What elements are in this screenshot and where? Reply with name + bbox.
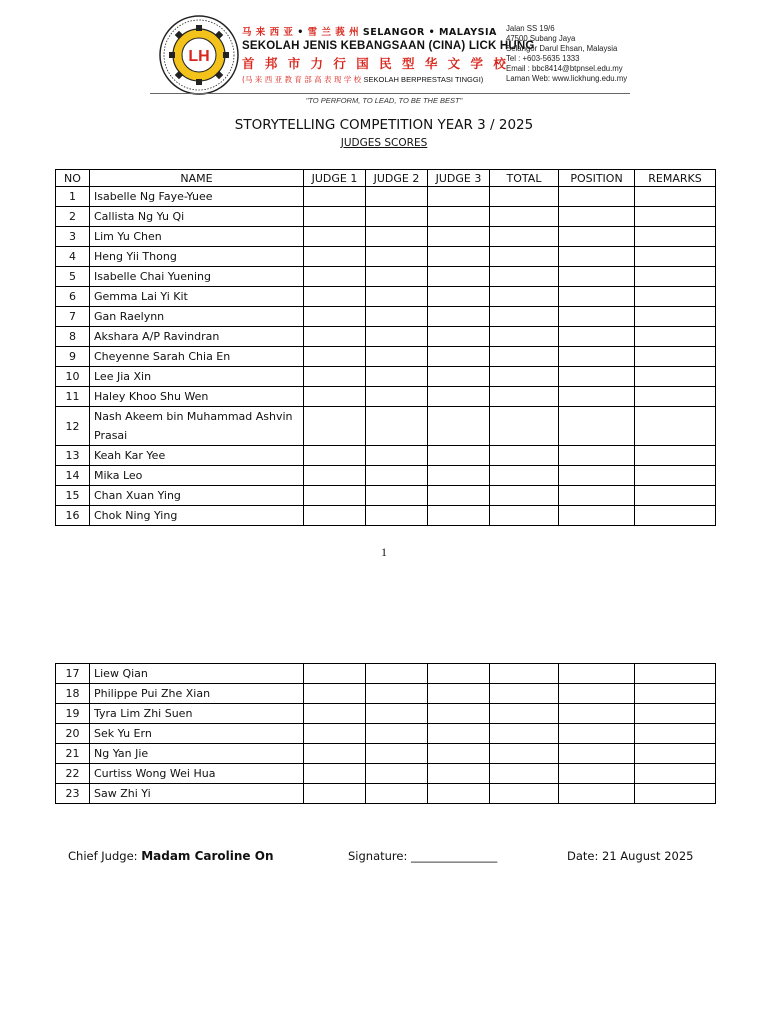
table-row (56, 664, 716, 684)
remarks-cell (635, 407, 716, 446)
header-total: TOTAL (490, 170, 559, 187)
judge-1-score (304, 267, 366, 287)
position-cell (559, 764, 635, 784)
judge-2-score (366, 704, 428, 724)
position-cell (559, 327, 635, 347)
position-cell (559, 207, 635, 227)
total-score (490, 307, 559, 327)
position-cell (559, 704, 635, 724)
state-cn: 雪 兰 莪 州 (307, 27, 360, 38)
judge-3-score (428, 446, 490, 466)
position-cell (559, 724, 635, 744)
total-score (490, 267, 559, 287)
student-name: Mika Leo (90, 466, 304, 486)
total-score (490, 704, 559, 724)
signature (348, 849, 497, 863)
judge-2-score (366, 347, 428, 367)
student-name: Nash Akeem bin Muhammad Ashvin Prasai (90, 407, 304, 446)
judge-1-score (304, 466, 366, 486)
school-status-line (242, 74, 502, 85)
row-number: 1 (56, 187, 90, 207)
total-score (490, 187, 559, 207)
email-line: Email : bbc8414@btpnsel.edu.my (506, 64, 623, 73)
judge-2-score (366, 407, 428, 446)
school-address (506, 24, 627, 84)
total-score (490, 367, 559, 387)
remarks-cell (635, 744, 716, 764)
judge-2-score (366, 784, 428, 804)
school-name-en: SEKOLAH JENIS KEBANGSAAN (CINA) LICK HUNG (242, 40, 535, 52)
student-name: Saw Zhi Yi (90, 784, 304, 804)
position-cell (559, 187, 635, 207)
judge-1-score (304, 307, 366, 327)
table-row (56, 704, 716, 724)
judge-1-score (304, 724, 366, 744)
judge-3-score (428, 267, 490, 287)
remarks-cell (635, 664, 716, 684)
remarks-cell (635, 724, 716, 744)
header-name: NAME (90, 170, 304, 187)
judge-2-score (366, 227, 428, 247)
judge-1-score (304, 347, 366, 367)
judge-3-score (428, 367, 490, 387)
remarks-cell (635, 307, 716, 327)
judge-3-score (428, 227, 490, 247)
total-score (490, 466, 559, 486)
address-line: Selangor Darul Ehsan, Malaysia (506, 44, 618, 53)
judge-2-score (366, 247, 428, 267)
table-row (56, 287, 716, 307)
country-line: 马 来 西 亚 • 雪 兰 莪 州 SELANGOR • MALAYSIA (242, 27, 497, 38)
judge-3-score (428, 684, 490, 704)
table-header-row (56, 170, 716, 187)
judge-2-score (366, 307, 428, 327)
scores-table-page-1 (55, 169, 716, 526)
judge-3-score (428, 704, 490, 724)
judge-2-score (366, 764, 428, 784)
document-title: STORYTELLING COMPETITION YEAR 3 / 2025 (234, 117, 534, 133)
table-row (56, 446, 716, 466)
judge-2-score (366, 684, 428, 704)
student-name: Akshara A/P Ravindran (90, 327, 304, 347)
student-name: Lim Yu Chen (90, 227, 304, 247)
remarks-cell (635, 247, 716, 267)
judge-2-score (366, 287, 428, 307)
remarks-cell (635, 227, 716, 247)
student-name: Isabelle Chai Yuening (90, 267, 304, 287)
position-cell (559, 664, 635, 684)
student-name: Keah Kar Yee (90, 446, 304, 466)
judge-3-score (428, 466, 490, 486)
row-number: 21 (56, 744, 90, 764)
signature-label: Signature: (348, 849, 408, 863)
position-cell (559, 744, 635, 764)
row-number: 4 (56, 247, 90, 267)
position-cell (559, 287, 635, 307)
position-cell (559, 307, 635, 327)
school-status-en: SEKOLAH BERPRESTASI TINGGI) (363, 75, 484, 84)
school-status-cn: (马 来 西 亚 教 育 部 高 表 现 学 校 (242, 75, 362, 84)
judge-3-score (428, 724, 490, 744)
table-row (56, 764, 716, 784)
student-name: Chan Xuan Ying (90, 486, 304, 506)
total-score (490, 327, 559, 347)
judge-2-score (366, 724, 428, 744)
table-row (56, 307, 716, 327)
header-position: POSITION (559, 170, 635, 187)
judge-3-score (428, 664, 490, 684)
total-score (490, 664, 559, 684)
judge-1-score (304, 684, 366, 704)
position-cell (559, 466, 635, 486)
table-row (56, 486, 716, 506)
judge-3-score (428, 387, 490, 407)
state-country-en: SELANGOR • MALAYSIA (362, 27, 497, 38)
student-name: Liew Qian (90, 664, 304, 684)
judge-3-score (428, 247, 490, 267)
remarks-cell (635, 347, 716, 367)
total-score (490, 764, 559, 784)
table-row (56, 724, 716, 744)
judge-2-score (366, 466, 428, 486)
judge-1-score (304, 407, 366, 446)
judge-1-score (304, 446, 366, 466)
row-number: 18 (56, 684, 90, 704)
chief-judge-name: Madam Caroline On (141, 849, 274, 863)
remarks-cell (635, 704, 716, 724)
header-judge-2: JUDGE 2 (366, 170, 428, 187)
remarks-cell (635, 466, 716, 486)
table-row (56, 387, 716, 407)
judge-3-score (428, 327, 490, 347)
row-number: 23 (56, 784, 90, 804)
total-score (490, 784, 559, 804)
student-name: Gemma Lai Yi Kit (90, 287, 304, 307)
student-name: Chok Ning Ying (90, 506, 304, 526)
school-name-cn: 首 邦 市 力 行 国 民 型 华 文 学 校 (242, 56, 509, 71)
table-body-page-2 (56, 664, 716, 804)
judge-1-score (304, 367, 366, 387)
row-number: 2 (56, 207, 90, 227)
page-number: 1 (381, 545, 387, 559)
judge-2-score (366, 327, 428, 347)
row-number: 3 (56, 227, 90, 247)
row-number: 12 (56, 407, 90, 446)
judge-3-score (428, 744, 490, 764)
table-row (56, 247, 716, 267)
remarks-cell (635, 187, 716, 207)
school-motto: "TO PERFORM, TO LEAD, TO BE THE BEST" (305, 96, 463, 105)
judge-1-score (304, 187, 366, 207)
position-cell (559, 247, 635, 267)
judge-3-score (428, 764, 490, 784)
table-row (56, 506, 716, 526)
judge-2-score (366, 664, 428, 684)
table-row (56, 347, 716, 367)
remarks-cell (635, 267, 716, 287)
row-number: 22 (56, 764, 90, 784)
student-name: Gan Raelynn (90, 307, 304, 327)
total-score (490, 287, 559, 307)
address-line: 47500 Subang Jaya (506, 34, 576, 43)
judge-2-score (366, 367, 428, 387)
judge-2-score (366, 506, 428, 526)
header-judge-1: JUDGE 1 (304, 170, 366, 187)
total-score (490, 744, 559, 764)
position-cell (559, 227, 635, 247)
judge-1-score (304, 486, 366, 506)
table-row (56, 227, 716, 247)
position-cell (559, 784, 635, 804)
total-score (490, 227, 559, 247)
judge-2-score (366, 486, 428, 506)
row-number: 20 (56, 724, 90, 744)
total-score (490, 247, 559, 267)
judge-1-score (304, 207, 366, 227)
header-remarks: REMARKS (635, 170, 716, 187)
judge-3-score (428, 187, 490, 207)
remarks-cell (635, 367, 716, 387)
remarks-cell (635, 486, 716, 506)
row-number: 5 (56, 267, 90, 287)
judge-1-score (304, 387, 366, 407)
total-score (490, 387, 559, 407)
header-no: NO (56, 170, 90, 187)
total-score (490, 684, 559, 704)
website-line: Laman Web: www.lickhung.edu.my (506, 74, 628, 83)
student-name: Isabelle Ng Faye-Yuee (90, 187, 304, 207)
student-name: Sek Yu Ern (90, 724, 304, 744)
judge-2-score (366, 744, 428, 764)
total-score (490, 207, 559, 227)
position-cell (559, 387, 635, 407)
student-name: Curtiss Wong Wei Hua (90, 764, 304, 784)
judge-3-score (428, 784, 490, 804)
position-cell (559, 347, 635, 367)
logo-text: LH (188, 48, 210, 65)
header-judge-3: JUDGE 3 (428, 170, 490, 187)
judge-1-score (304, 327, 366, 347)
table-row (56, 327, 716, 347)
chief-judge-label: Chief Judge: (68, 849, 138, 863)
scores-table-page-2 (55, 663, 716, 804)
total-score (490, 506, 559, 526)
table-row (56, 684, 716, 704)
row-number: 19 (56, 704, 90, 724)
judge-1-score (304, 764, 366, 784)
student-name: Callista Ng Yu Qi (90, 207, 304, 227)
table-row (56, 466, 716, 486)
row-number: 9 (56, 347, 90, 367)
judge-3-score (428, 287, 490, 307)
table-body-page-1 (56, 187, 716, 526)
judge-1-score (304, 664, 366, 684)
date: Date: 21 August 2025 (567, 849, 694, 863)
remarks-cell (635, 784, 716, 804)
student-name: Cheyenne Sarah Chia En (90, 347, 304, 367)
student-name: Heng Yii Thong (90, 247, 304, 267)
judge-3-score (428, 506, 490, 526)
judge-1-score (304, 506, 366, 526)
judge-3-score (428, 347, 490, 367)
row-number: 8 (56, 327, 90, 347)
row-number: 14 (56, 466, 90, 486)
student-name: Tyra Lim Zhi Suen (90, 704, 304, 724)
remarks-cell (635, 506, 716, 526)
judge-3-score (428, 407, 490, 446)
judge-2-score (366, 446, 428, 466)
row-number: 6 (56, 287, 90, 307)
student-name: Philippe Pui Zhe Xian (90, 684, 304, 704)
judge-2-score (366, 387, 428, 407)
student-name: Ng Yan Jie (90, 744, 304, 764)
judge-1-score (304, 784, 366, 804)
signature-line: _______________ (411, 849, 498, 863)
judge-1-score (304, 744, 366, 764)
total-score (490, 724, 559, 744)
position-cell (559, 267, 635, 287)
row-number: 11 (56, 387, 90, 407)
position-cell (559, 367, 635, 387)
remarks-cell (635, 684, 716, 704)
table-row (56, 744, 716, 764)
remarks-cell (635, 387, 716, 407)
judge-1-score (304, 227, 366, 247)
position-cell (559, 446, 635, 466)
position-cell (559, 684, 635, 704)
document-subtitle: JUDGES SCORES (340, 137, 428, 149)
chief-judge (68, 849, 274, 863)
student-name: Haley Khoo Shu Wen (90, 387, 304, 407)
student-name: Lee Jia Xin (90, 367, 304, 387)
country-cn: 马 来 西 亚 (242, 27, 294, 38)
total-score (490, 407, 559, 446)
judge-2-score (366, 187, 428, 207)
row-number: 10 (56, 367, 90, 387)
remarks-cell (635, 287, 716, 307)
judge-3-score (428, 486, 490, 506)
table-row (56, 267, 716, 287)
school-logo-icon (158, 14, 240, 96)
table-row (56, 187, 716, 207)
row-number: 17 (56, 664, 90, 684)
remarks-cell (635, 327, 716, 347)
judge-2-score (366, 207, 428, 227)
total-score (490, 486, 559, 506)
judge-1-score (304, 247, 366, 267)
table-row (56, 207, 716, 227)
judge-1-score (304, 287, 366, 307)
row-number: 7 (56, 307, 90, 327)
judge-3-score (428, 207, 490, 227)
table-row (56, 367, 716, 387)
position-cell (559, 486, 635, 506)
table-row (56, 407, 716, 446)
judge-2-score (366, 267, 428, 287)
row-number: 16 (56, 506, 90, 526)
row-number: 15 (56, 486, 90, 506)
address-line: Jalan SS 19/6 (506, 24, 555, 33)
remarks-cell (635, 764, 716, 784)
letterhead (150, 12, 630, 92)
total-score (490, 446, 559, 466)
total-score (490, 347, 559, 367)
table-row (56, 784, 716, 804)
letterhead-divider (150, 93, 630, 94)
remarks-cell (635, 446, 716, 466)
phone-line: Tel : +603-5635 1333 (506, 54, 580, 63)
position-cell (559, 407, 635, 446)
remarks-cell (635, 207, 716, 227)
judge-1-score (304, 704, 366, 724)
position-cell (559, 506, 635, 526)
judge-3-score (428, 307, 490, 327)
row-number: 13 (56, 446, 90, 466)
